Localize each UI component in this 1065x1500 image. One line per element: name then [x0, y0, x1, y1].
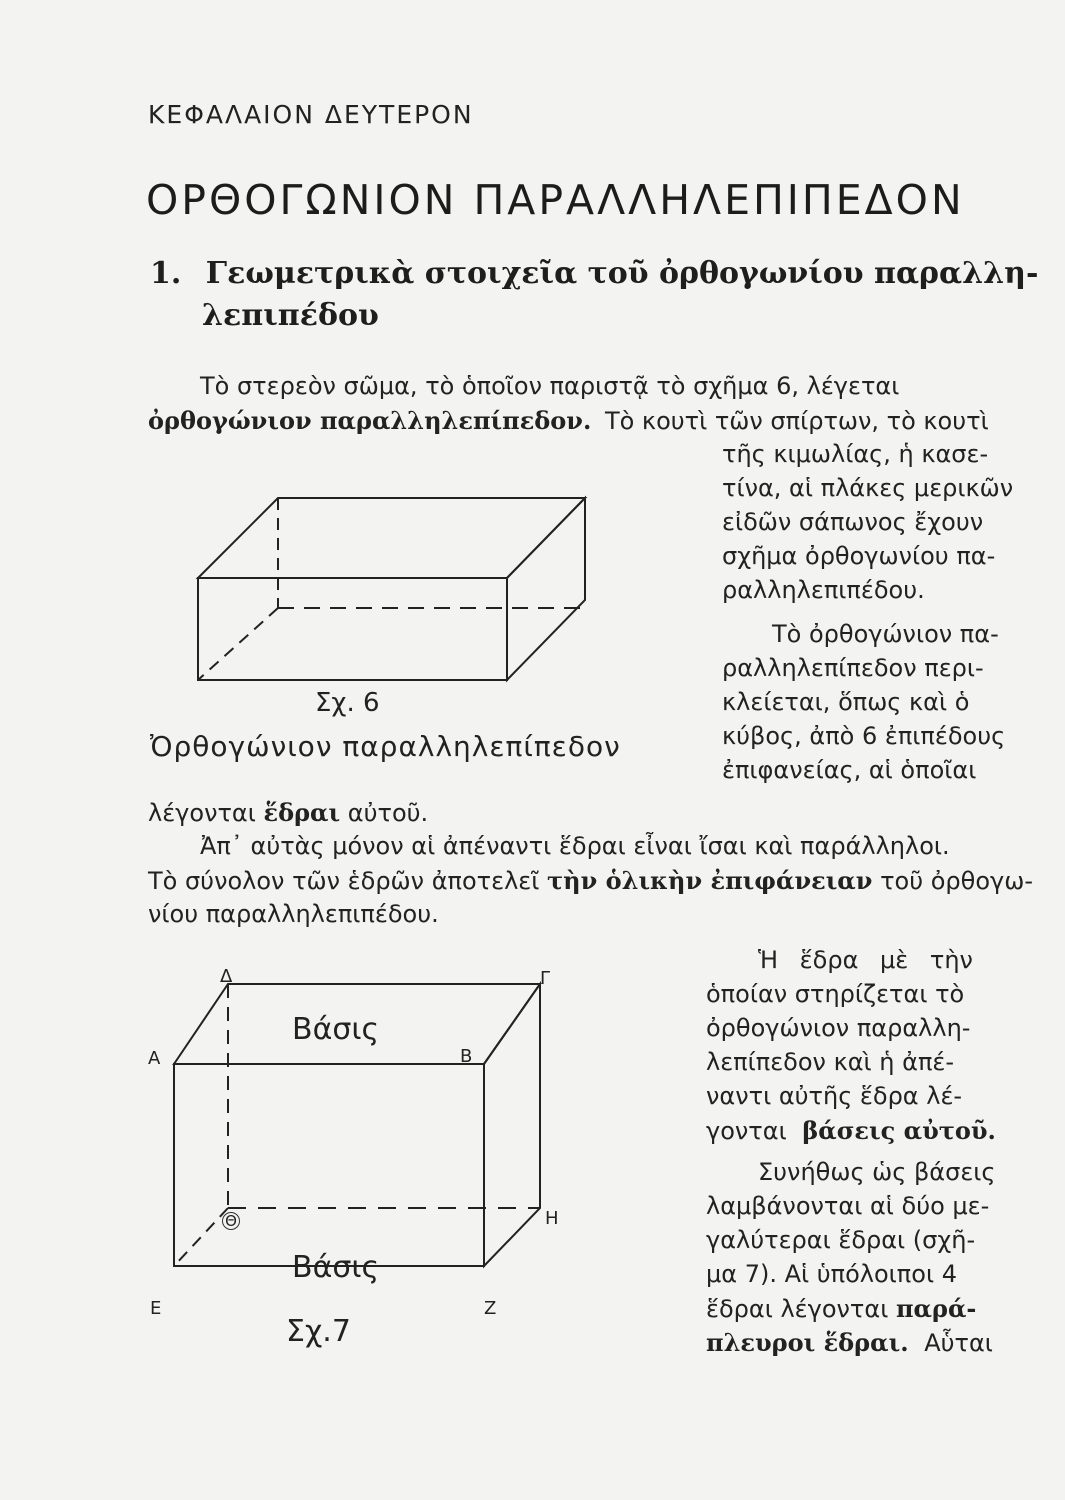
section-number: 1.	[150, 256, 182, 291]
p3-line3: νίου παραλληλεπιπέδου.	[148, 900, 439, 928]
fig7-front-face	[174, 1064, 484, 1266]
p1-line3: τῆς κιμωλίας, ἡ κασε-	[722, 440, 989, 468]
p1-line5: εἰδῶν σάπωνος ἔχουν	[722, 508, 984, 536]
vertex-gamma: Γ	[540, 968, 551, 989]
p4-line6	[706, 1116, 996, 1145]
p1-line7: ραλληλεπιπέδου.	[722, 576, 925, 604]
page-title: ΟΡΘΟΓΩΝΙΟΝ ΠΑΡΑΛΛΗΛΕΠΙΠΕΔΟΝ	[146, 176, 965, 224]
section-heading-line2: λεπιπέδου	[202, 298, 379, 333]
fig7-top-base-label: Βάσις	[292, 1012, 380, 1047]
section-title-part1: Γεωμετρικὰ στοιχεῖα τοῦ ὀρθογωνίου παραλλη-	[205, 256, 1039, 291]
p2-line6-pre: λέγονται	[148, 799, 256, 827]
vertex-zeta: Ζ	[484, 1298, 497, 1319]
p2-line4: κύβος, ἀπὸ 6 ἐπιπέδους	[722, 722, 1006, 750]
p5-line3: γαλύτεραι ἕδραι (σχῆ-	[706, 1226, 976, 1254]
p1-line2-rest: Τὸ κουτὶ τῶν σπίρτων, τὸ κουτὶ	[604, 407, 989, 435]
p2-line6-post: αὐτοῦ.	[347, 799, 429, 827]
p3-line2-post: τοῦ ὀρθογω-	[880, 867, 1033, 895]
fig6-caption: Ὀρθογώνιον παραλληλεπίπεδον	[150, 730, 621, 763]
p5-line5-pre: ἕδραι λέγονται	[706, 1295, 889, 1323]
p4-line1: Ἡ ἕδρα μὲ τὴν	[758, 946, 973, 974]
term-lateral-part2: πλευροι ἕδραι.	[706, 1328, 909, 1357]
vertex-eta: Η	[545, 1208, 559, 1229]
p3-line2-pre: Τὸ σύνολον τῶν ἑδρῶν ἀποτελεῖ	[148, 867, 540, 895]
vertex-epsilon: Ε	[150, 1298, 162, 1319]
p4-line4: λεπίπεδον καὶ ἡ ἀπέ-	[706, 1048, 955, 1076]
term-bases: βάσεις αὐτοῦ.	[802, 1116, 996, 1145]
fig6-hidden-depth-edge	[198, 608, 278, 680]
p5-line2: λαμβάνονται αἱ δύο με-	[706, 1192, 990, 1220]
fig6-side-face	[507, 498, 585, 680]
p1-line4: τίνα, αἱ πλάκες μερικῶν	[722, 474, 1014, 502]
p2-line6	[148, 798, 428, 827]
p2-line3: κλείεται, ὅπως καὶ ὁ	[722, 688, 970, 716]
section-heading-line1	[150, 256, 1038, 291]
fig6-front-face	[198, 578, 507, 680]
fig7-bottom-base-label: Βάσις	[292, 1250, 380, 1285]
fig7-label: Σχ.7	[286, 1314, 351, 1349]
fig7-hidden-depth-edge	[174, 1208, 228, 1266]
fig7-side-face	[484, 984, 540, 1266]
p2-line1: Τὸ ὀρθογώνιον πα-	[772, 620, 999, 648]
vertex-beta: Β	[460, 1046, 473, 1067]
vertex-theta: Θ	[222, 1212, 240, 1230]
term-orthogonal-parallelepiped: ὀρθογώνιον παραλληλεπίπεδον.	[148, 406, 592, 435]
p5-line6-post: Αὗται	[924, 1329, 993, 1357]
p5-line4: μα 7). Αἱ ὑπόλοιποι 4	[706, 1260, 957, 1288]
term-total-surface: τὴν ὁλικὴν ἐπιφάνειαν	[547, 866, 873, 895]
p5-line5	[706, 1294, 976, 1323]
p2-line2: ραλληλεπίπεδον περι-	[722, 654, 984, 682]
vertex-alpha: Α	[148, 1048, 161, 1069]
p1-line6: σχῆμα ὀρθογωνίου πα-	[722, 542, 996, 570]
term-faces: ἕδραι	[263, 798, 341, 827]
p1-line2	[148, 406, 989, 435]
p3-line1: Ἀπ᾽ αὐτὰς μόνον αἱ ἀπέναντι ἕδραι εἶναι ἴσαι καὶ παράλληλοι.	[200, 832, 950, 860]
p5-line1: Συνήθως ὡς βάσεις	[758, 1158, 996, 1186]
p1-line1: Τὸ στερεὸν σῶμα, τὸ ὁποῖον παριστᾷ τὸ σχῆμα 6, λέγεται	[200, 372, 900, 400]
p4-line5: ναντι αὐτῆς ἕδρα λέ-	[706, 1082, 963, 1110]
fig6-label: Σχ. 6	[315, 688, 380, 718]
p4-line2: ὁποίαν στηρίζεται τὸ	[706, 980, 965, 1008]
chapter-heading: ΚΕΦΑΛΑΙΟΝ ΔΕΥΤΕΡΟΝ	[148, 100, 474, 129]
p4-line3: ὀρθογώνιον παραλλη-	[706, 1014, 971, 1042]
p3-line2	[148, 866, 1033, 895]
vertex-delta: Δ	[220, 966, 233, 987]
p5-line6	[706, 1328, 993, 1357]
p2-line5: ἐπιφανείας, αἱ ὁποῖαι	[722, 756, 977, 784]
fig6-top-face	[198, 498, 585, 578]
term-lateral-part1: παρά-	[895, 1294, 977, 1323]
p4-line6-pre: γονται	[706, 1117, 787, 1145]
